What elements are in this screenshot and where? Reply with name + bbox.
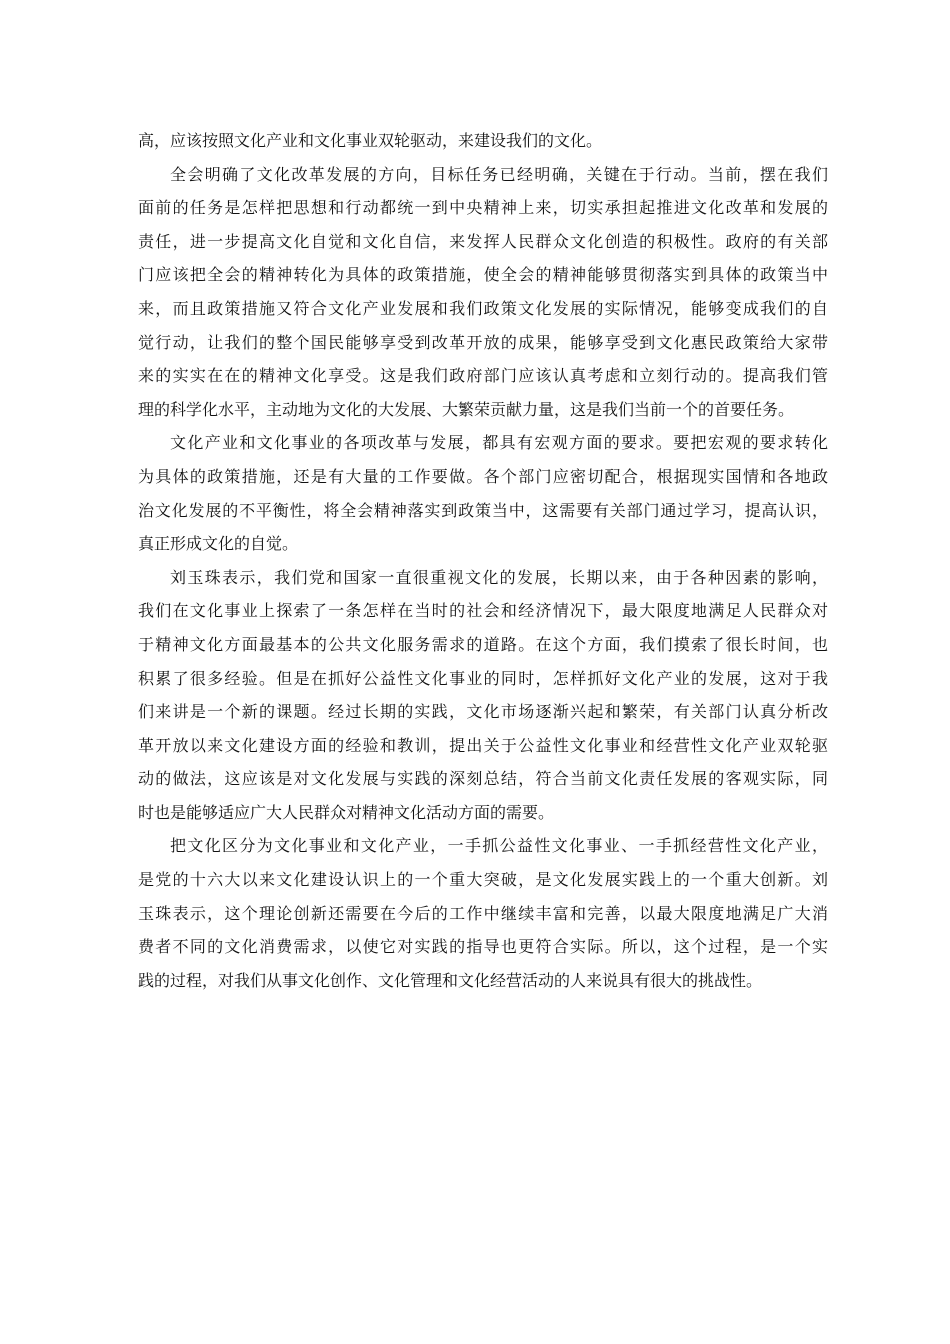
- text-line: 动的做法，这应该是对文化发展与实践的深刻总结，符合当前文化责任发展的客观实际，同: [138, 769, 828, 789]
- text-line: 真正形成文化的自觉。: [138, 534, 299, 554]
- text-line: 践的过程，对我们从事文化创作、文化管理和文化经营活动的人来说具有很大的挑战性。: [138, 970, 763, 990]
- text-line: 们来讲是一个新的课题。经过长期的实践，文化市场逐渐兴起和繁荣，有关部门认真分析改: [138, 702, 828, 722]
- text-line: 我们在文化事业上探索了一条怎样在当时的社会和经济情况下，最大限度地满足人民群众对: [138, 601, 828, 621]
- text-line: 理的科学化水平，主动地为文化的大发展、大繁荣贡献力量，这是我们当前一个的首要任务。: [138, 399, 795, 419]
- document-body: [138, 124, 828, 997]
- text-line: 为具体的政策措施，还是有大量的工作要做。各个部门应密切配合，根据现实国情和各地政: [138, 466, 828, 486]
- text-line: 时也是能够适应广大人民群众对精神文化活动方面的需要。: [138, 802, 555, 822]
- text-line: 觉行动，让我们的整个国民能够享受到改革开放的成果，能够享受到文化惠民政策给大家带: [138, 332, 828, 352]
- paragraph-first-line: 刘玉珠表示，我们党和国家一直很重视文化的发展，长期以来，由于各种因素的影响，: [170, 567, 828, 587]
- text-line: 来，而且政策措施又符合文化产业发展和我们政策文化发展的实际情况，能够变成我们的自: [138, 298, 828, 318]
- text-line: 费者不同的文化消费需求，以使它对实践的指导也更符合实际。所以，这个过程，是一个实: [138, 937, 828, 957]
- text-line: 革开放以来文化建设方面的经验和教训，提出关于公益性文化事业和经营性文化产业双轮驱: [138, 735, 828, 755]
- text-line: 治文化发展的不平衡性，将全会精神落实到政策当中，这需要有关部门通过学习，提高认识，: [138, 500, 828, 520]
- paragraph-first-line: 全会明确了文化改革发展的方向，目标任务已经明确，关键在于行动。当前，摆在我们: [170, 164, 828, 184]
- text-line: 玉珠表示，这个理论创新还需要在今后的工作中继续丰富和完善，以最大限度地满足广大消: [138, 903, 828, 923]
- text-line: 门应该把全会的精神转化为具体的政策措施，使全会的精神能够贯彻落实到具体的政策当中: [138, 265, 828, 285]
- text-line: 积累了很多经验。但是在抓好公益性文化事业的同时，怎样抓好文化产业的发展，这对于我: [138, 668, 828, 688]
- text-line: 责任，进一步提高文化自觉和文化自信，来发挥人民群众文化创造的积极性。政府的有关部: [138, 231, 828, 251]
- paragraph-first-line: 把文化区分为文化事业和文化产业，一手抓公益性文化事业、一手抓经营性文化产业，: [170, 836, 828, 856]
- text-line: 是党的十六大以来文化建设认识上的一个重大突破，是文化发展实践上的一个重大创新。刘: [138, 870, 828, 890]
- text-line: 来的实实在在的精神文化享受。这是我们政府部门应该认真考虑和立刻行动的。提高我们管: [138, 366, 828, 386]
- text-line: 面前的任务是怎样把思想和行动都统一到中央精神上来，切实承担起推进文化改革和发展的: [138, 198, 828, 218]
- text-line: 高，应该按照文化产业和文化事业双轮驱动，来建设我们的文化。: [138, 131, 603, 150]
- text-line: 于精神文化方面最基本的公共文化服务需求的道路。在这个方面，我们摸索了很长时间，也: [138, 634, 828, 654]
- paragraph-first-line: 文化产业和文化事业的各项改革与发展，都具有宏观方面的要求。要把宏观的要求转化: [170, 433, 828, 453]
